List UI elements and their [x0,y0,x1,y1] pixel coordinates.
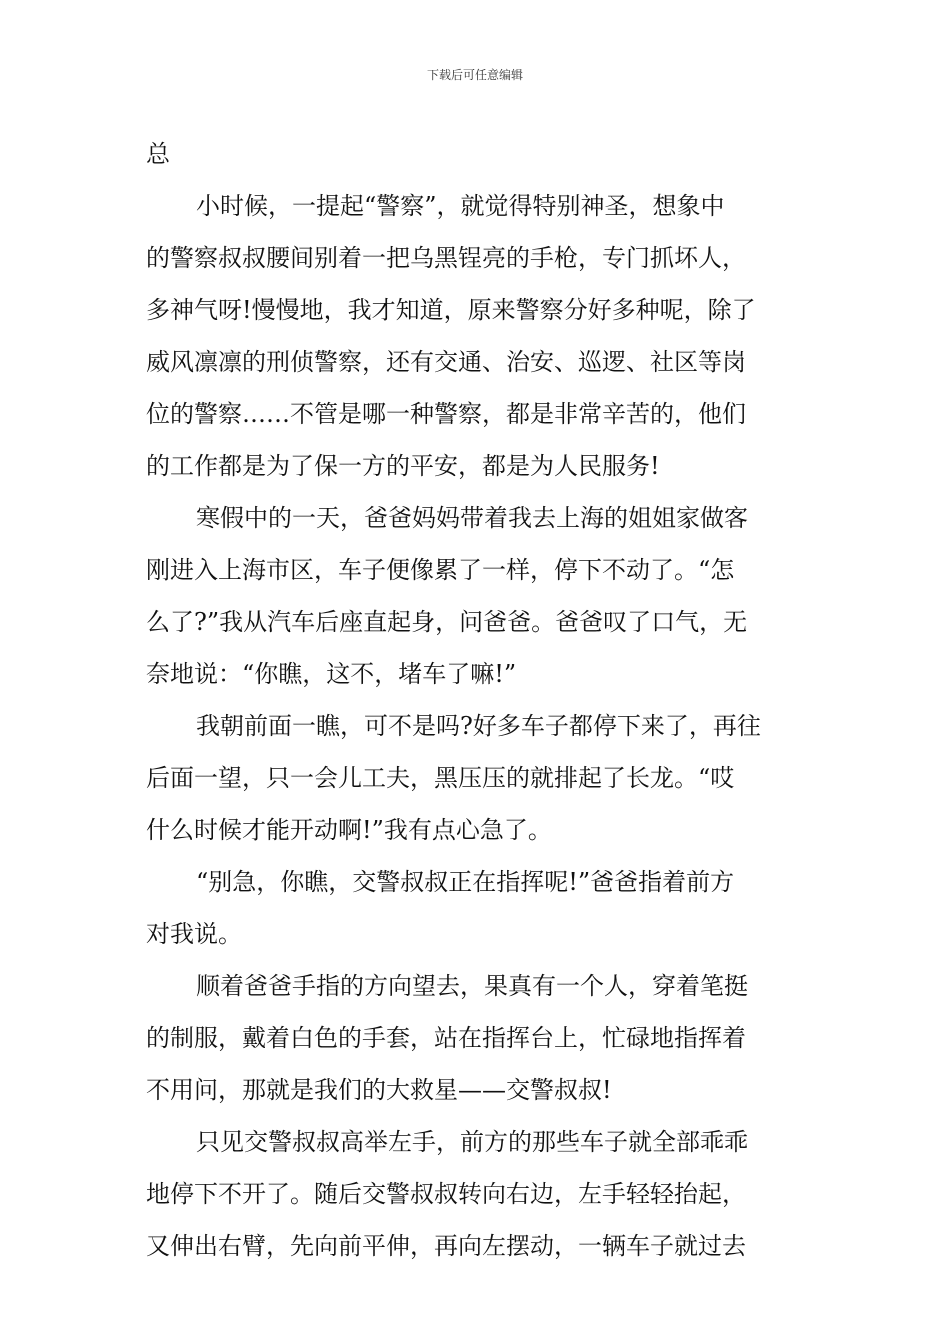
text-line: 地停下不开了。随后交警叔叔转向右边，左手轻轻抬起， [146,1180,746,1208]
paragraph-start-line: 小时候，一提起“警察”，就觉得特别神圣，想象中 [196,192,725,220]
paragraph-start-line: 我朝前面一瞧，可不是吗?好多车子都停下来了，再往 [196,712,761,740]
essay-body [146,128,811,1272]
page-header: 下载后可任意编辑 [426,68,523,82]
text-line: 多神气呀!慢慢地，我才知道，原来警察分好多种呢，除了 [146,296,756,324]
text-line: 什么时候才能开动啊!”我有点心急了。 [146,816,552,844]
text-line: 总 [146,140,170,168]
paragraph-start-line: 顺着爸爸手指的方向望去，果真有一个人，穿着笔挺 [196,972,748,1000]
paragraph-start-line: “别急，你瞧，交警叔叔正在指挥呢!”爸爸指着前方 [196,868,735,896]
text-line: 不用问，那就是我们的大救星——交警叔叔! [146,1076,612,1104]
text-line: 位的警察……不管是哪一种警察，都是非常辛苦的，他们 [146,400,746,428]
paragraph-start-line: 只见交警叔叔高举左手，前方的那些车子就全部乖乖 [196,1128,748,1156]
text-line: 的警察叔叔腰间别着一把乌黑锃亮的手枪，专门抓坏人， [146,244,746,272]
text-line: 么了?”我从汽车后座直起身，问爸爸。爸爸叹了口气，无 [146,608,748,636]
text-line: 对我说。 [146,920,242,948]
text-line: 的工作都是为了保一方的平安，都是为人民服务! [146,452,660,480]
text-line: 的制服，戴着白色的手套，站在指挥台上，忙碌地指挥着 [146,1024,746,1052]
text-line: 威风凛凛的刑侦警察，还有交通、治安、巡逻、社区等岗 [146,348,746,376]
text-line: 后面一望，只一会儿工夫，黑压压的就排起了长龙。“哎 [146,764,735,792]
text-line: 刚进入上海市区，车子便像累了一样，停下不动了。“怎 [146,556,735,584]
text-line: 又伸出右臂，先向前平伸，再向左摆动，一辆车子就过去 [146,1232,746,1260]
paragraph-start-line: 寒假中的一天，爸爸妈妈带着我去上海的姐姐家做客 [196,504,748,532]
text-line: 奈地说：“你瞧，这不，堵车了嘛!” [146,660,517,688]
